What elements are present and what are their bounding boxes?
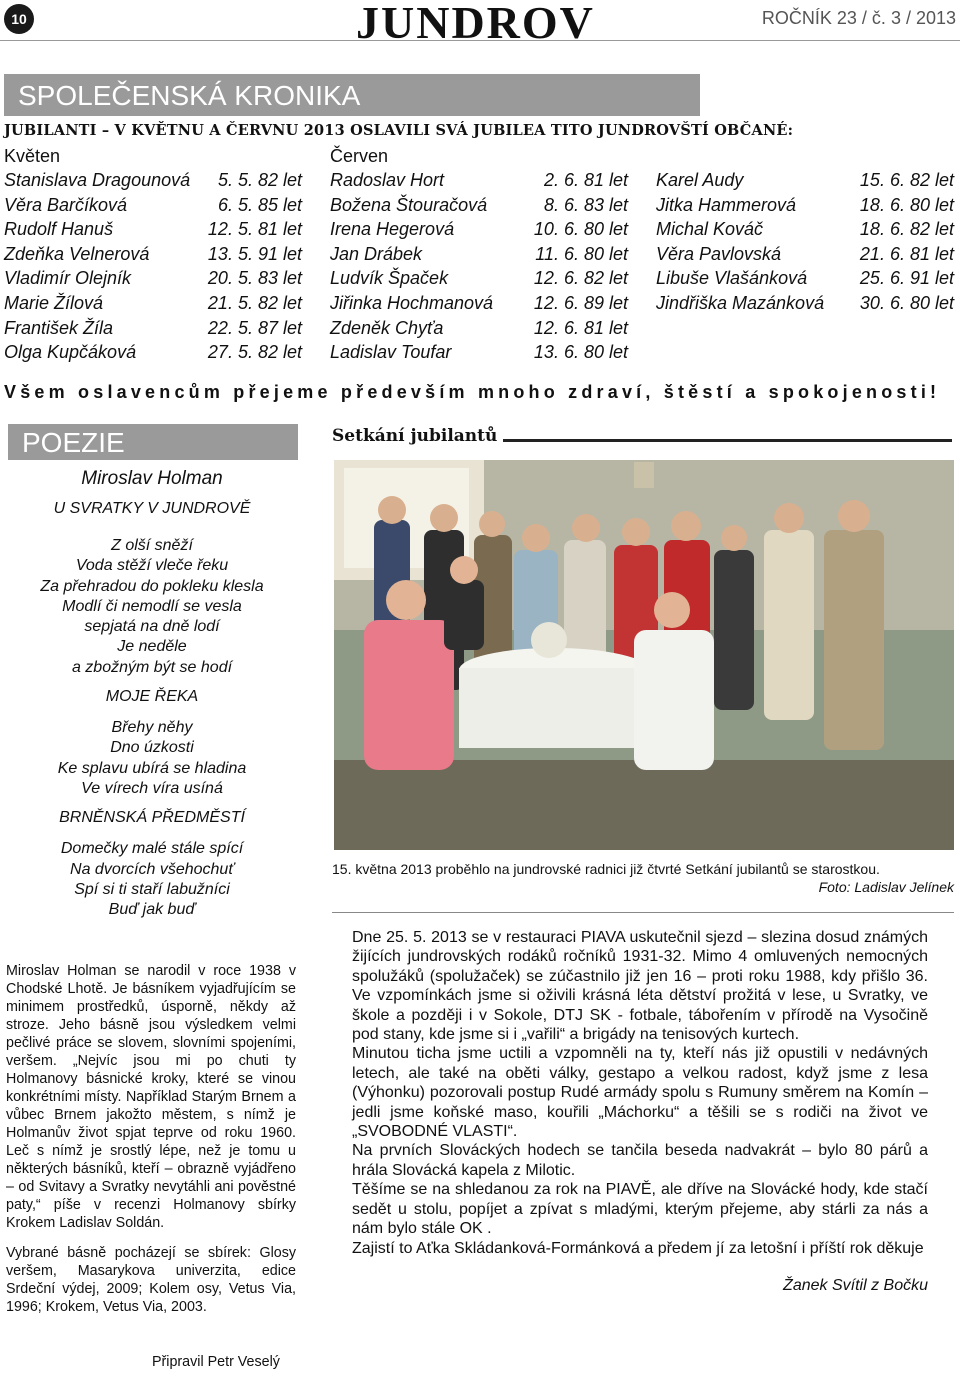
poem-line: Na dvorcích všehochuť: [70, 860, 234, 878]
jubilant-name: Rudolf Hanuš: [4, 219, 114, 240]
jubilant-date: 10. 6. 80 let: [533, 219, 628, 240]
jubilant-entry: [4, 219, 302, 244]
jubilant-list-may: [4, 170, 302, 367]
wishes-line: Všem oslavencům přejeme především mnoho zdraví, štěstí a spokojenosti!: [4, 382, 941, 402]
poem-stanza: [0, 839, 304, 920]
jubilant-entry: [330, 318, 628, 343]
poem-line: Ve vírech víra usíná: [81, 779, 223, 797]
sources-text: Vybrané básně pocházejí se sbírek: Glosy veršem, Masarykova univerzita, edice Srdeční výdej, 2009; Kolem osy, Vetus Via, 1996; Krokem, Vetus Via, 2003.: [6, 1245, 296, 1315]
jubilant-date: 12. 5. 81 let: [207, 219, 302, 240]
jubilant-name: Ladislav Toufar: [330, 342, 452, 363]
jubilant-date: 21. 5. 82 let: [207, 292, 302, 313]
jubilant-name: Olga Kupčáková: [4, 342, 137, 363]
jubilant-name: Stanislava Dragounová: [4, 170, 191, 190]
article-paragraph: Na prvních Slováckých hodech se tančila beseda nadvakrát – bylo 80 párů a hrála Slovácká kapela z Milotic.: [352, 1142, 928, 1179]
jubilant-date: 27. 5. 82 let: [207, 342, 302, 363]
jubilant-entry: [330, 170, 628, 195]
jubilant-date: 12. 6. 82 let: [533, 268, 628, 289]
jubilant-entry: [656, 244, 954, 269]
jubilant-entry: [656, 219, 954, 244]
month-label-june: Červen: [330, 146, 389, 166]
page-number: 10: [4, 4, 34, 34]
article-paragraph: Zajistí to Aťka Skládanková-Formánková a předem jí za letošní i příští rok děkuje: [352, 1239, 924, 1257]
jubilant-entry: [656, 268, 954, 293]
group-photo: [334, 460, 954, 850]
poem-line: Modlí či nemodlí se vesla: [62, 597, 242, 615]
jubilant-entry: [4, 318, 302, 343]
jubilanti-heading: JUBILANTI – V KVĚTNU A ČERVNU 2013 OSLAVILI SVÁ JUBILEA TITO JUNDROVŠTÍ OBČANÉ:: [4, 122, 794, 139]
section-title-poezie: POEZIE: [8, 424, 298, 460]
section-title-kronika: SPOLEČENSKÁ KRONIKA: [4, 74, 700, 116]
article-byline: Žanek Svítil z Bočku: [783, 1276, 928, 1294]
jubilant-entry: [4, 293, 302, 318]
jubilant-name: Vladimír Olejník: [4, 268, 132, 289]
jubilant-date: 8. 6. 83 let: [543, 194, 628, 215]
jubilant-entry: [4, 244, 302, 269]
setkani-heading-row: [332, 426, 952, 446]
jubilant-date: 18. 6. 82 let: [859, 219, 954, 240]
article-paragraph: Dne 25. 5. 2013 se v restauraci PIAVA uskutečnil sjezd – slezina dosud známých žijících jundrovských rodáků ročníků 1931-32. Mimo 4 omluvených nemocných spolužáků (spolužaček) se zúčastnilo již jen 16 – proti roku 1988, kdy přišlo 36. Ve vzpomínkách jsme si oživili krásná léta dětství prožitá v lese, u Svratky, ve škole a později i v Sokole, DTJ SK - fotbale, tábořením v přírodě na Vysočině pod stany, kde jsme si i „vařili“ a brigády na tenisových kurtech.: [352, 929, 928, 1044]
jubilant-entry: [656, 195, 954, 220]
jubilant-date: 5. 5. 82 let: [217, 170, 302, 190]
heading-rule: [503, 439, 952, 442]
month-label-may: Květen: [4, 146, 61, 166]
jubilant-entry: [4, 170, 302, 195]
poetry-block: [0, 466, 304, 920]
poem-title: BRNĚNSKÁ PŘEDMĚSTÍ: [59, 809, 245, 827]
jubilant-list-june-1: [330, 170, 628, 367]
article-paragraph: Minutou ticha jsme uctili a vzpomněli na ty, kteří nás již opustili v nedávných letech, ale také na oběti války, gestapo a velkou radost, když jsme z lesa (Výhonku) pozorovali postup Rudé armády spolu s Rumuny směrem na Komín – jedli jsme koňské maso, kouřili „Máchorku“ a těšili se s rodiči na život ve „SVOBODNÉ VLASTI“.: [352, 1045, 928, 1141]
jubilant-entry: [656, 293, 954, 318]
jubilant-entry: [4, 268, 302, 293]
jubilant-date: 6. 5. 85 let: [217, 194, 302, 215]
poem-line: Voda stěží vleče řeku: [75, 557, 229, 575]
poem-line: Za přehradou do pokleku klesla: [40, 577, 264, 595]
jubilant-name: Marie Žílová: [4, 292, 104, 313]
jubilant-name: Zdeňka Velnerová: [4, 243, 150, 264]
jubilant-entry: [330, 293, 628, 318]
jubilant-name: Michal Kováč: [656, 219, 764, 240]
jubilant-entry: [330, 244, 628, 269]
poem-line: Domečky malé stále spící: [60, 840, 244, 858]
poem-stanza: [0, 536, 304, 678]
jubilant-list-june-2: [656, 170, 954, 318]
jubilant-date: 18. 6. 80 let: [859, 194, 954, 215]
poem-title: U SVRATKY V JUNDROVĚ: [53, 500, 251, 517]
poem-line: a zbožným být se hodí: [71, 658, 233, 676]
photo-credit: Foto: Ladislav Jelínek: [818, 879, 954, 895]
jubilant-entry: [656, 170, 954, 195]
jubilant-name: Božena Štouračová: [330, 194, 488, 215]
issue-label: ROČNÍK 23 / č. 3 / 2013: [761, 8, 956, 28]
poet-bio: [6, 962, 296, 1316]
jubilant-entry: [4, 342, 302, 367]
jubilant-name: Irena Hegerová: [330, 219, 455, 240]
jubilant-date: 25. 6. 91 let: [859, 268, 954, 289]
jubilant-date: 22. 5. 87 let: [207, 317, 302, 338]
jubilant-date: 13. 6. 80 let: [533, 342, 628, 363]
jubilant-name: Radoslav Hort: [330, 170, 445, 190]
jubilant-entry: [330, 195, 628, 220]
group-photo-illustration: [334, 460, 954, 850]
jubilant-name: Jindřiška Mazánková: [656, 292, 825, 313]
jubilant-entry: [330, 219, 628, 244]
jubilant-date: 20. 5. 83 let: [207, 268, 302, 289]
masthead-logo: JUNDROV: [356, 0, 595, 48]
jubilant-date: 21. 6. 81 let: [859, 243, 954, 264]
jubilant-date: 11. 6. 80 let: [535, 243, 628, 264]
jubilant-date: 2. 6. 81 let: [543, 170, 628, 190]
jubilant-date: 30. 6. 80 let: [859, 292, 954, 313]
poem-title: MOJE ŘEKA: [105, 688, 199, 706]
header-rule: [0, 40, 960, 41]
jubilant-date: 12. 6. 89 let: [533, 292, 628, 313]
jubilant-name: František Žíla: [4, 317, 114, 338]
poet-name: Miroslav Holman: [81, 468, 223, 489]
jubilant-name: Věra Pavlovská: [656, 243, 782, 264]
photo-caption: [332, 860, 954, 896]
jubilant-name: Jan Drábek: [330, 243, 423, 264]
jubilant-name: Ludvík Špaček: [330, 268, 449, 289]
jubilant-name: Jiřinka Hochmanová: [330, 292, 494, 313]
jubilant-name: Karel Audy: [656, 170, 744, 190]
poem-line: Břehy něhy: [111, 719, 193, 737]
poem-line: Spí si ti staří labužníci: [74, 880, 230, 898]
caption-text: 15. května 2013 proběhlo na jundrovské radnici již čtvrté Setkání jubilantů se starostkou.: [332, 861, 880, 877]
poem-line: Dno úzkosti: [110, 739, 194, 757]
jubilant-date: 12. 6. 81 let: [533, 317, 628, 338]
poem-line: Z olší sněží: [111, 537, 193, 554]
jubilant-entry: [330, 268, 628, 293]
jubilant-name: Jitka Hammerová: [656, 194, 797, 215]
poem-line: sepjatá na dně lodí: [84, 618, 220, 636]
article-paragraph: Těšíme se na shledanou za rok na PIAVĚ, ale dříve na Slovácké hody, kde stačí sedět u stolu, popíjet a zpívat s mladými, kterým přejeme, aby stárli za nás a nám bylo stále OK .: [352, 1181, 928, 1238]
jubilant-entry: [330, 342, 628, 367]
jubilant-date: 13. 5. 91 let: [207, 243, 302, 264]
poem-stanza: [0, 718, 304, 799]
caption-rule: [332, 912, 954, 913]
article-body: [352, 928, 928, 1295]
jubilant-date: 15. 6. 82 let: [859, 170, 954, 190]
setkani-title: Setkání jubilantů: [332, 426, 498, 446]
prepared-by: Připravil Petr Veselý: [152, 1354, 280, 1370]
poem-line: Ke splavu ubírá se hladina: [57, 759, 247, 777]
jubilant-entry: [4, 195, 302, 220]
jubilant-name: Zdeněk Chyťa: [330, 317, 444, 338]
jubilant-name: Libuše Vlašánková: [656, 268, 808, 289]
poem-line: Buď jak buď: [108, 901, 196, 919]
poem-line: Je neděle: [117, 638, 187, 656]
jubilant-name: Věra Barčíková: [4, 194, 128, 215]
bio-text: Miroslav Holman se narodil v roce 1938 v Chodské Lhotě. Je básníkem vyjadřujícím se minimem prostředků, úsporně, někdy až stroze. Jeho básně jsou výsledkem velmi pečlivé práce se slovem, slovními spojeními, veršem. „Nejvíc jsou mi po chuti ty Holmanovy básnické kroky, které se vinou konkrétními místy. Například Starým Brnem a vůbec Brnem jakožto městem, s nímž je Holmanův život spjat teprve od roku 1960. Leč s nímž je srostlý lépe, než je tomu u některých básníků, kteří – obrazně vyjádřeno – od Svitavy a Svratky nevytáhli ani pověstné paty,“ píše v recenzi Holmanovy sbírky Krokem Ladislav Soldán.: [6, 963, 296, 1231]
